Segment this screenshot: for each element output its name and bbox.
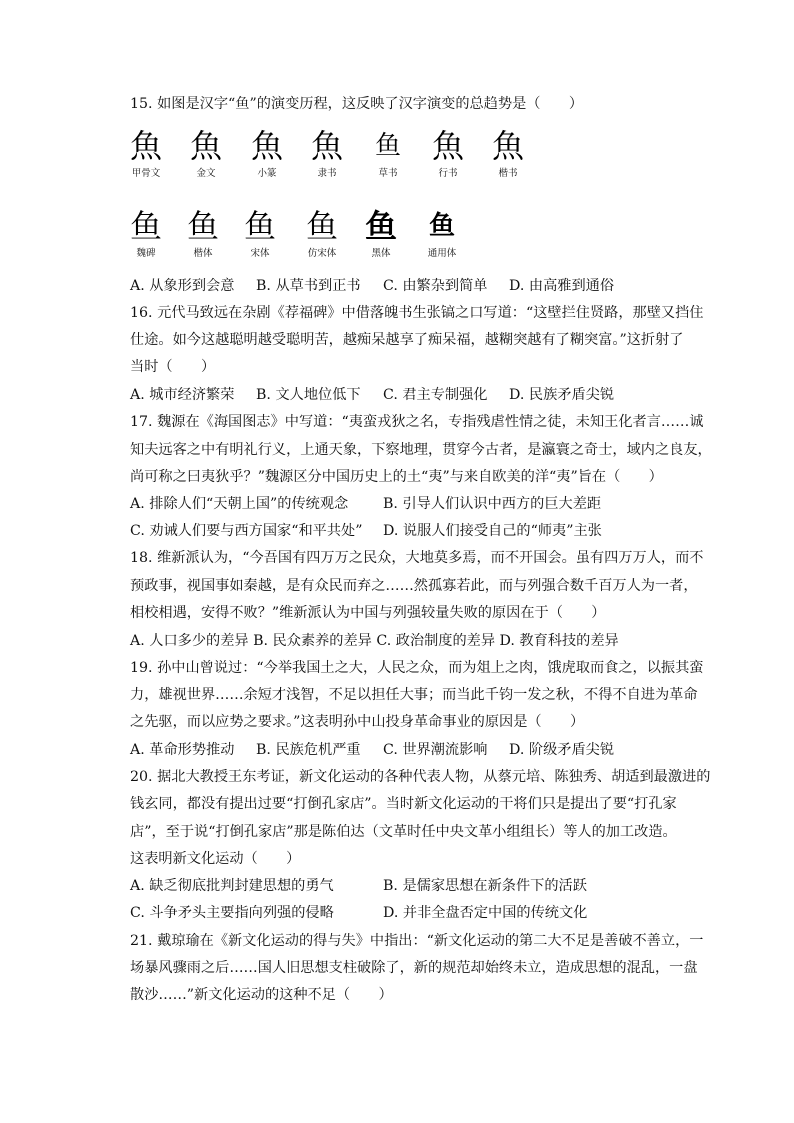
glyph-heiti [361, 208, 401, 260]
glyph-label: 甲骨文 [131, 168, 161, 179]
glyph-jinwen [186, 128, 226, 180]
q16-stem-line: 16. 元代马致远在杂剧《荐福碑》中借落魄书生张镐之口写道：“这壁拦住贤路，那壁又挡住 [130, 305, 704, 321]
q18-stem-line: 相校相遇，安得不败？”维新派认为中国与列强较量失败的原因在于（ ） [130, 605, 606, 621]
q18-stem-line: 18. 维新派认为，“今吾国有四万万之民众，大地莫多焉，而不开国会。虽有四万万人，而不 [130, 550, 704, 566]
glyph-char: 魚 [189, 127, 222, 165]
glyph-lishu [307, 128, 347, 180]
glyph-char: 鱼 [243, 207, 276, 245]
glyph-char: 魚 [491, 127, 524, 165]
q20-option-c: C. 斗争矛头主要指向列强的侵略 [130, 905, 334, 921]
q17-stem-line: 尚可称之曰夷狄乎？”魏源区分中国历史上的土“夷”与来自欧美的洋“夷”旨在（ ） [130, 469, 663, 485]
glyph-char: 鱼 [305, 207, 338, 245]
glyph-label: 小篆 [257, 168, 277, 179]
q16-stem-line: 当时（ ） [130, 359, 216, 375]
glyph-label: 通用体 [427, 248, 457, 259]
glyph-label: 魏碑 [136, 248, 156, 259]
glyph-label: 草书 [378, 168, 398, 179]
q19-option-c: C. 世界潮流影响 [383, 742, 488, 758]
q16-option-a: A. 城市经济繁荣 [130, 387, 235, 403]
glyph-char: 鱼 [428, 211, 455, 241]
glyph-label: 黑体 [371, 248, 391, 259]
q20-option-b: B. 是儒家思想在新条件下的活跃 [383, 878, 587, 894]
glyph-label: 宋体 [250, 248, 270, 259]
glyph-songti [240, 208, 280, 260]
glyph-label: 金文 [196, 168, 216, 179]
q19-stem-line: 19. 孙中山曾说过：“今举我国土之大，人民之众，而为俎上之肉，饿虎取而食之，以振其蛮 [130, 660, 704, 676]
glyph-char: 鱼 [186, 207, 219, 245]
q19-stem-line: 力，雄视世界……余短才浅智，不足以担任大事；而当此千钧一发之秋，不得不自进为革命 [130, 687, 698, 703]
q21-stem-line: 散沙……”新文化运动的这种不足（ ） [130, 987, 393, 1003]
glyph-char: 魚 [250, 127, 283, 165]
glyph-char: 鱼 [364, 207, 397, 245]
q15-option-a: A. 从象形到会意 [130, 278, 235, 294]
q17-stem-line: 17. 魏源在《海国图志》中写道：“夷蛮戎狄之名，专指残虐性情之徒，未知王化者言……诚 [130, 414, 704, 430]
glyph-label: 楷书 [498, 168, 518, 179]
glyph-kaishu [488, 128, 528, 180]
q21-stem-line: 场暴风骤雨之后……国人旧思想支柱破除了，新的规范却始终未立，造成思想的混乱，一盘 [130, 960, 698, 976]
q17-option-b: B. 引导人们认识中西方的巨大差距 [383, 496, 602, 512]
glyph-label: 行书 [438, 168, 458, 179]
glyph-weibei [126, 208, 166, 260]
glyph-label: 楷体 [193, 248, 213, 259]
q19-stem-line: 之先驱，而以应势之要求。”这表明孙中山投身革命事业的原因是（ ） [130, 714, 585, 730]
q16-stem-line: 仕途。如今这越聪明越受聪明苦，越痴呆越享了痴呆福，越糊突越有了糊突富。”这折射了 [130, 332, 684, 348]
q15-option-c: C. 由繁杂到简单 [383, 278, 488, 294]
glyph-char: 魚 [310, 127, 343, 165]
q15-stem: 15. 如图是汉字“鱼”的演变历程，这反映了汉字演变的总趋势是（ ） [130, 96, 584, 112]
q20-stem-line: 这表明新文化运动（ ） [130, 851, 301, 867]
q17-option-c: C. 劝诫人们要与西方国家“和平共处” [130, 523, 363, 539]
glyph-fangsong [302, 208, 342, 260]
glyph-label: 隶书 [317, 168, 337, 179]
q17-option-d: D. 说服人们接受自己的“师夷”主张 [383, 523, 602, 539]
glyph-char: 魚 [129, 127, 162, 165]
q20-stem-line: 20. 据北大教授王东考证，新文化运动的各种代表人物，从蔡元培、陈独秀、胡适到最激进的 [130, 769, 711, 785]
glyph-char: 鱼 [129, 207, 162, 245]
glyph-char: 魚 [431, 127, 464, 165]
q20-option-a: A. 缺乏彻底批判封建思想的勇气 [130, 878, 334, 894]
glyph-xingshu [428, 128, 468, 180]
q15-option-b: B. 从草书到正书 [256, 278, 361, 294]
q16-option-d: D. 民族矛盾尖锐 [509, 387, 615, 403]
glyph-kaiti [183, 208, 223, 260]
glyph-label: 仿宋体 [307, 248, 337, 259]
q19-option-b: B. 民族危机严重 [256, 742, 361, 758]
q19-option-a: A. 革命形势推动 [130, 742, 235, 758]
q16-option-b: B. 文人地位低下 [256, 387, 361, 403]
q18-options: A. 人口多少的差异 B. 民众素养的差异 C. 政治制度的差异 D. 教育科技的差异 [130, 633, 619, 649]
q18-stem-line: 预政事，视国事如秦越，是有众民而弃之……然孤寡若此，而与列强合数千百万人为一者， [130, 578, 698, 594]
q21-stem-line: 21. 戴琼瑜在《新文化运动的得与失》中指出：“新文化运动的第二大不足是善破不善立，一 [130, 933, 704, 949]
glyph-xiaozhuan [247, 128, 287, 180]
glyph-caoshu [368, 128, 408, 180]
q17-option-a: A. 排除人们“天朝上国”的传统观念 [130, 496, 349, 512]
q15-option-d: D. 由高雅到通俗 [509, 278, 615, 294]
q20-stem-line: 钱玄同，都没有提出过要“打倒孔家店”。当时新文化运动的干将们只是提出了要“打孔家 [130, 796, 677, 812]
q17-stem-line: 知夫远客之中有明礼行义，上通天象，下察地理，贯穿今古者，是瀛寰之奇士，域内之良友， [130, 442, 712, 458]
q20-option-d: D. 并非全盘否定中国的传统文化 [383, 905, 588, 921]
q20-stem-line: 店”，至于说“打倒孔家店”那是陈伯达（文革时任中央文革小组组长）等人的加工改造。 [130, 824, 677, 840]
glyph-char: 鱼 [374, 131, 401, 161]
q19-option-d: D. 阶级矛盾尖锐 [509, 742, 615, 758]
glyph-jiaguwen [126, 128, 166, 180]
glyph-tongyongti [422, 208, 462, 260]
q16-option-c: C. 君主专制强化 [383, 387, 488, 403]
